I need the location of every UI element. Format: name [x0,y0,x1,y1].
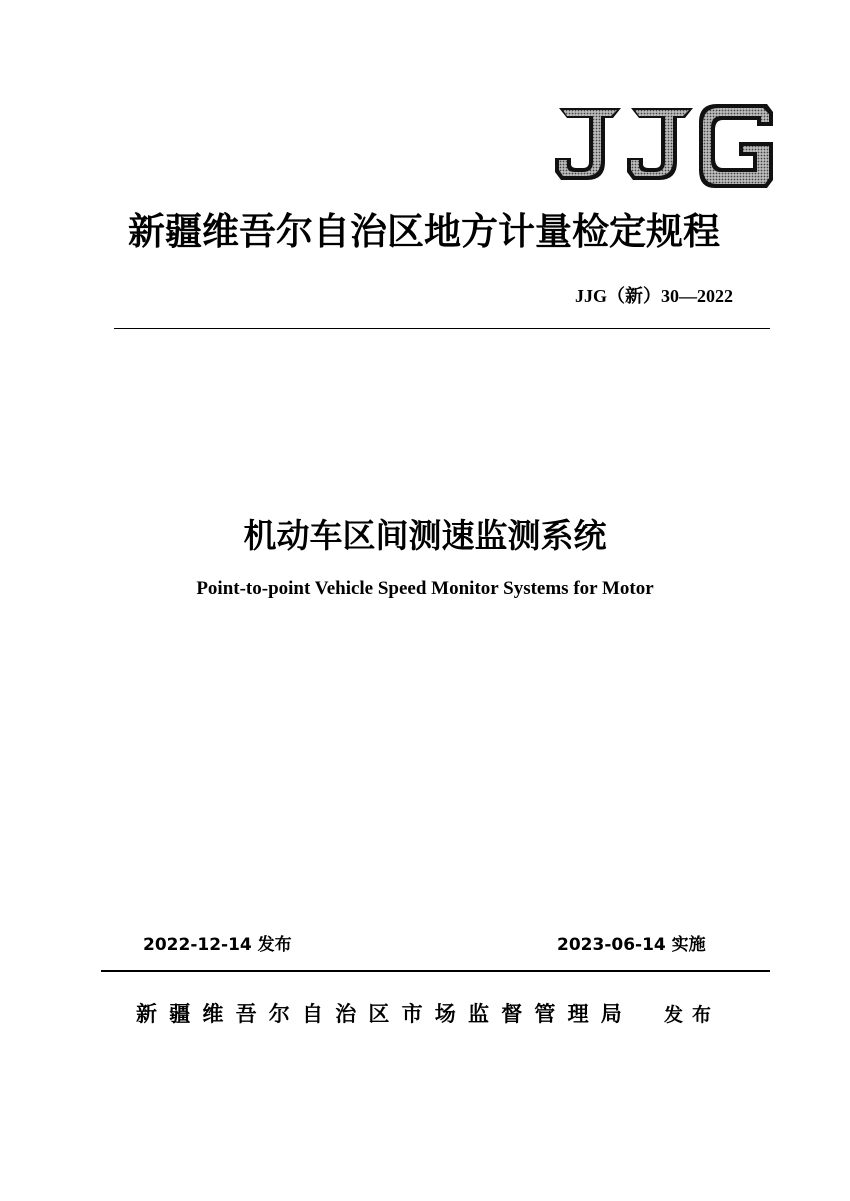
top-divider [114,328,770,329]
standard-code: JJG（新）30—2022 [574,286,733,306]
bottom-divider [101,970,770,972]
document-title-cn: 机动车区间测速监测系统 [243,516,607,555]
logo-letter-j1 [555,108,621,180]
series-title: 新疆维吾尔自治区地方计量检定规程 [128,210,720,253]
logo-letter-g [699,104,773,188]
jjg-logo [553,100,775,190]
document-title-en: Point-to-point Vehicle Speed Monitor Systems for Motor [196,578,654,599]
publisher-name: 新疆维吾尔自治区市场监督管理局 [136,1002,634,1026]
effective-date: 2023-06-14 实施 [557,935,706,955]
logo-letter-j2 [627,108,693,180]
publish-label: 发布 [664,1004,721,1026]
issue-date: 2022-12-14 发布 [143,935,292,955]
